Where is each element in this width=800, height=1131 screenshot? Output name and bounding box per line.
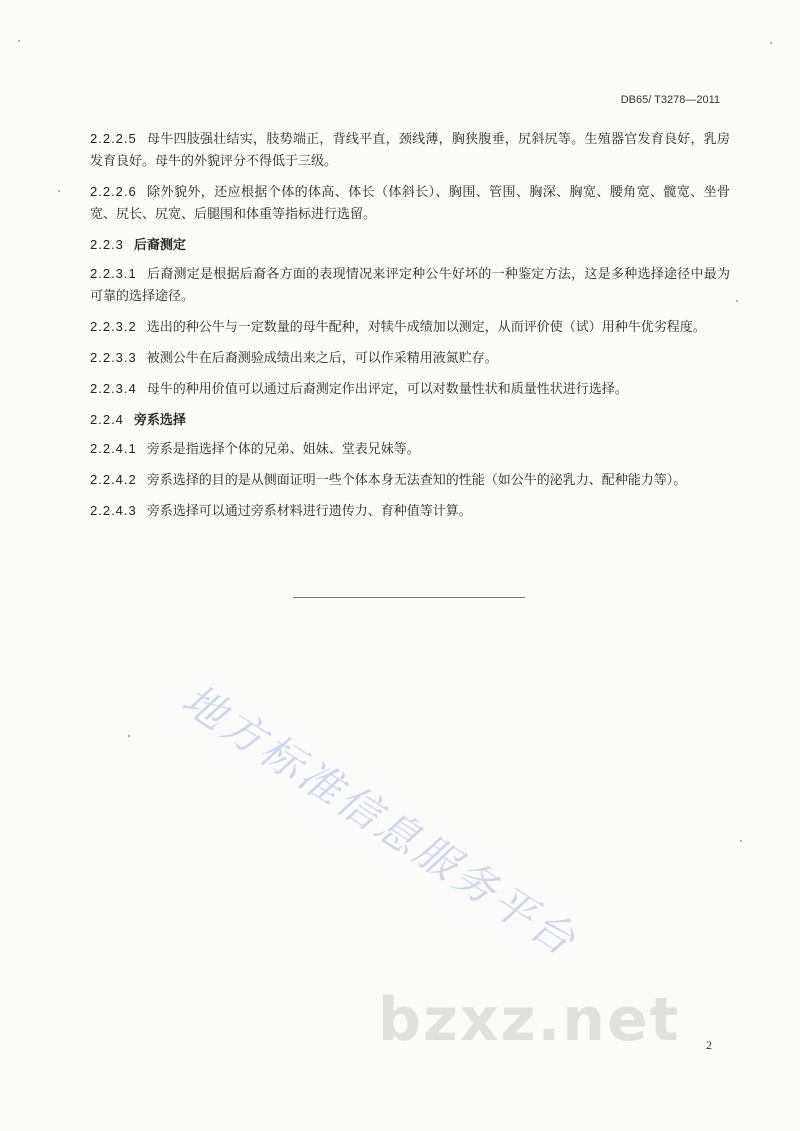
- clause-text: 母牛四肢强壮结实，肢势端正，背线平直，颈线薄，胸狭腹垂，尻斜尻等。生殖器官发育良好，乳房发育良好。母牛的外貌评分不得低于三级。: [90, 132, 730, 169]
- end-divider: [293, 597, 525, 598]
- clause-2-2-3-3: [90, 347, 730, 370]
- clause-number: 2.2.4.2: [90, 472, 137, 487]
- section-heading-2-2-4: [90, 409, 730, 432]
- clause-number: 2.2.3.1: [90, 266, 137, 281]
- clause-2-2-3-1: [90, 263, 730, 308]
- clause-number: 2.2.3.4: [90, 381, 137, 396]
- clause-2-2-4-1: [90, 438, 730, 461]
- section-title: 后裔测定: [133, 238, 186, 253]
- clause-text: 旁系是指选择个体的兄弟、姐妹、堂表兄妹等。: [146, 442, 420, 457]
- site-watermark: bzxz.net: [378, 985, 681, 1055]
- clause-2-2-4-2: [90, 469, 730, 492]
- watermark-text: 地方标准信息服务平台: [173, 674, 587, 967]
- section-heading-2-2-3: [90, 234, 730, 257]
- scan-speck: [128, 735, 130, 737]
- clause-2-2-2-5: [90, 128, 730, 173]
- clause-text: 旁系选择的目的是从侧面证明一些个体本身无法查知的性能（如公牛的泌乳力、配种能力等）。: [146, 473, 687, 488]
- scan-speck: [18, 40, 20, 42]
- clause-text: 除外貌外，还应根据个体的体高、体长（体斜长）、胸围、管围、胸深、胸宽、腰角宽、髋宽、坐骨宽、尻长、尻宽、后腿围和体重等指标进行选留。: [90, 185, 730, 222]
- clause-text: 选出的种公牛与一定数量的母牛配种，对犊牛成绩加以测定，从而评价使（试）用种牛优劣程度。: [146, 320, 706, 335]
- section-number: 2.2.3: [90, 237, 124, 252]
- scan-speck: [736, 300, 738, 302]
- section-title: 旁系选择: [133, 413, 186, 428]
- clause-number: 2.2.2.5: [90, 131, 137, 146]
- page-number: 2: [706, 1038, 712, 1052]
- clause-number: 2.2.4.1: [90, 441, 137, 456]
- scan-speck: [770, 42, 772, 44]
- clause-2-2-4-3: [90, 500, 730, 523]
- scan-speck: [58, 190, 60, 192]
- clause-2-2-3-4: [90, 378, 730, 401]
- document-code: DB65/ T3278—2011: [620, 94, 720, 106]
- clause-number: 2.2.3.3: [90, 350, 137, 365]
- clause-2-2-3-2: [90, 316, 730, 339]
- clause-text: 被测公牛在后裔测验成绩出来之后，可以作采精用液氮贮存。: [146, 351, 498, 366]
- clause-2-2-2-6: [90, 181, 730, 226]
- clause-number: 2.2.2.6: [90, 184, 137, 199]
- clause-text: 母牛的种用价值可以通过后裔测定作出评定，可以对数量性状和质量性状进行选择。: [146, 382, 628, 397]
- clause-number: 2.2.4.3: [90, 503, 137, 518]
- clause-text: 旁系选择可以通过旁系材料进行遗传力、育种值等计算。: [146, 504, 472, 519]
- scan-speck: [740, 840, 742, 842]
- document-body: [90, 128, 730, 531]
- clause-number: 2.2.3.2: [90, 319, 137, 334]
- clause-text: 后裔测定是根据后裔各方面的表现情况来评定种公牛好坏的一种鉴定方法，这是多种选择途径中最为可靠的选择途径。: [90, 267, 730, 304]
- section-number: 2.2.4: [90, 412, 124, 427]
